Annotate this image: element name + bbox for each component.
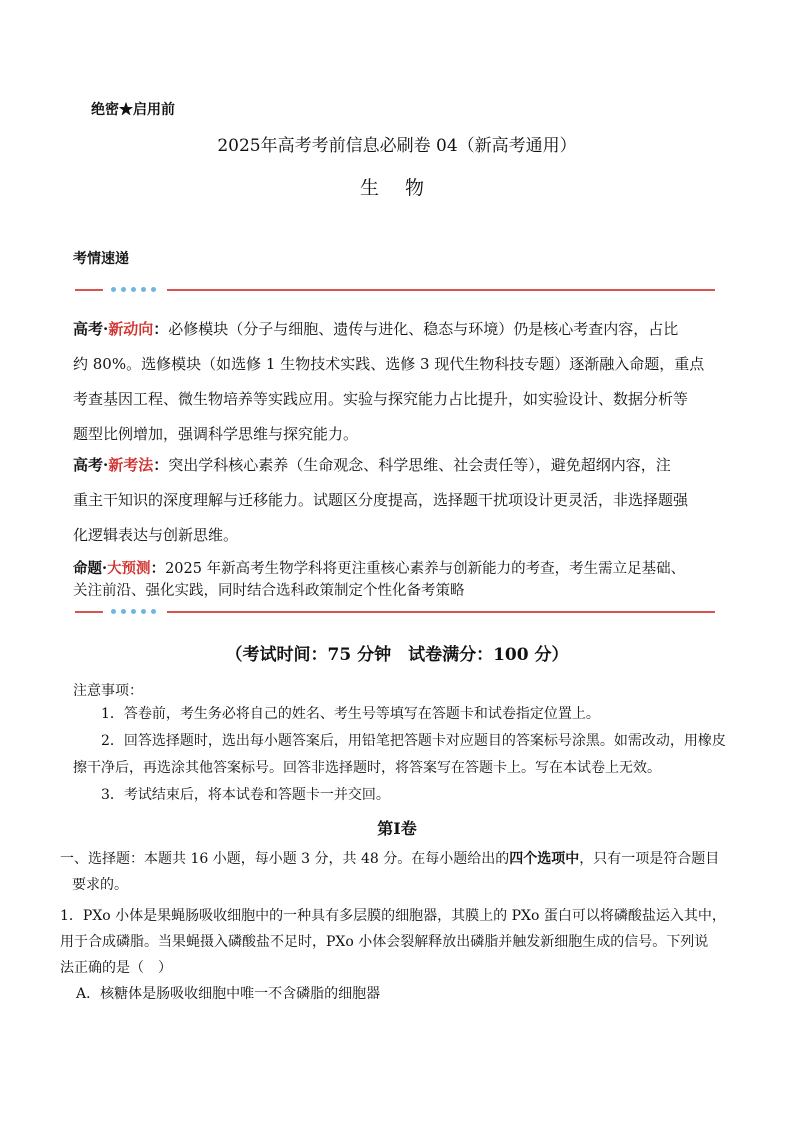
paragraph-line: 关注前沿、强化实践，同时结合选科政策制定个性化备考策略: [73, 583, 465, 599]
note-item: 2．回答选择题时，选出每小题答案后，用铅笔把答题卡对应题目的答案标号涂黑。如需改动，用橡皮: [101, 733, 726, 749]
question-1: [60, 903, 730, 1007]
note-item-continued: 擦干净后，再选涂其他答案标号。回答非选择题时，将答案写在答题卡上。写在本试卷上无效。: [73, 760, 661, 776]
divider-top: [75, 283, 715, 297]
note-item: 1．答卷前，考生务必将自己的姓名、考生号等填写在答题卡和试卷指定位置上。: [101, 706, 600, 722]
label-highlight: 大预测: [107, 560, 151, 577]
analysis-new-trend: [73, 312, 723, 452]
option-a: A．核糖体是肠吸收细胞中唯一不含磷脂的细胞器: [76, 986, 381, 1002]
volume-title: 第Ⅰ卷: [377, 819, 417, 838]
paragraph-line: 2025 年新高考生物学科将更注重核心素养与创新能力的考查，考生需立足基础、: [165, 561, 686, 577]
analysis-new-method: [73, 448, 723, 553]
label-prefix: 高考·: [73, 456, 109, 474]
divider-bottom: [75, 605, 715, 619]
paragraph-line: 题型比例增加，强调科学思维与探究能力。: [73, 425, 359, 443]
label-highlight: 新考法: [108, 456, 154, 474]
paper-title: 2025年高考考前信息必刷卷 04（新高考通用）: [217, 136, 577, 156]
section-text: 要求的。: [72, 877, 128, 893]
label-prefix: 命题·: [73, 560, 108, 577]
paragraph-line: 化逻辑表达与创新思维。: [73, 526, 239, 544]
label-highlight: 新动向: [108, 320, 154, 338]
label-colon: ：: [153, 320, 169, 338]
question-line: 1．PXo 小体是果蝇肠吸收细胞中的一种具有多层膜的细胞器，其膜上的 PXo 蛋白可以将磷酸盐运入其中，: [60, 908, 726, 924]
label-colon: ：: [150, 560, 166, 577]
paragraph-line: 考查基因工程、微生物培养等实践应用。实验与探究能力占比提升，如实验设计、数据分析等: [73, 390, 689, 408]
secret-mark: 绝密★启用前: [91, 102, 175, 118]
note-item: 3．考试结束后，将本试卷和答题卡一并交回。: [101, 787, 390, 803]
analysis-heading: 考情速递: [73, 251, 129, 267]
exam-info: （考试时间：75 分钟 试卷满分：100 分）: [225, 645, 569, 665]
section-text: ，只有一项是符合题目: [579, 851, 720, 867]
analysis-prediction: [73, 558, 723, 602]
notes-list: [73, 701, 726, 809]
paragraph-line: 必修模块（分子与细胞、遗传与进化、稳态与环境）仍是核心考查内容，占比: [168, 320, 679, 338]
notes-title: 注意事项：: [73, 683, 143, 699]
question-line: 用于合成磷脂。当果蝇摄入磷酸盐不足时，PXo 小体会裂解释放出磷脂并触发新细胞生成的信号。下列说: [60, 934, 709, 950]
paragraph-line: 约 80%。选修模块（如选修 1 生物技术实践、选修 3 现代生物科技专题）逐渐融入命题，重点: [73, 355, 705, 373]
section-emphasis: 四个选项中: [509, 851, 580, 867]
label-colon: ：: [153, 456, 169, 474]
paragraph-line: 突出学科核心素养（生命观念、科学思维、社会责任等），避免超纲内容，注: [168, 456, 671, 474]
label-prefix: 高考·: [73, 320, 109, 338]
paragraph-line: 重主干知识的深度理解与迁移能力。试题区分度提高，选择题干扰项设计更灵活，非选择题强: [73, 491, 689, 509]
section-text: 一、选择题：本题共 16 小题，每小题 3 分，共 48 分。在每小题给出的: [60, 851, 510, 867]
subject-title: 生 物: [359, 177, 435, 199]
question-line: 法正确的是（ ）: [60, 960, 172, 976]
section-instructions: [60, 846, 730, 898]
